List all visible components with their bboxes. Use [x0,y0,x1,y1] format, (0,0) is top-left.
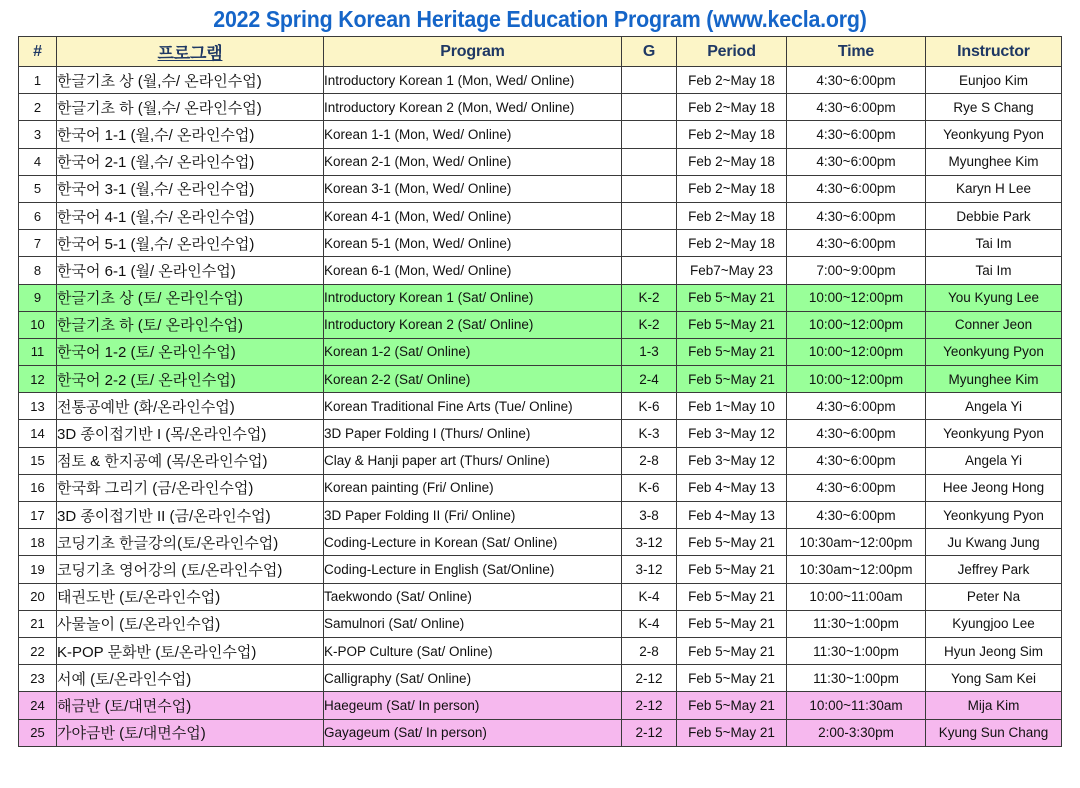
cell-instructor: Yeonkyung Pyon [926,338,1062,365]
cell-program-english: Haegeum (Sat/ In person) [324,692,622,719]
cell-program-korean: 태권도반 (토/온라인수업) [57,583,324,610]
cell-instructor: Mija Kim [926,692,1062,719]
table-row [19,338,1062,365]
cell-time: 11:30~1:00pm [787,637,926,664]
table-row [19,94,1062,121]
cell-program-korean: 한국어 3-1 (월,수/ 온라인수업) [57,175,324,202]
cell-number: 24 [19,692,57,719]
cell-instructor: Yeonkyung Pyon [926,420,1062,447]
cell-instructor: Hee Jeong Hong [926,474,1062,501]
cell-number: 7 [19,230,57,257]
cell-number: 1 [19,67,57,94]
table-row [19,175,1062,202]
cell-time: 4:30~6:00pm [787,447,926,474]
cell-number: 21 [19,610,57,637]
cell-time: 4:30~6:00pm [787,502,926,529]
cell-program-english: Introductory Korean 2 (Mon, Wed/ Online) [324,94,622,121]
cell-period: Feb 5~May 21 [677,338,787,365]
cell-period: Feb 2~May 18 [677,121,787,148]
cell-grade: 2-8 [622,637,677,664]
cell-time: 11:30~1:00pm [787,665,926,692]
cell-program-korean: 한글기초 상 (토/ 온라인수업) [57,284,324,311]
cell-period: Feb 5~May 21 [677,610,787,637]
table-row [19,610,1062,637]
cell-instructor: Conner Jeon [926,311,1062,338]
cell-program-korean: 한국어 5-1 (월,수/ 온라인수업) [57,230,324,257]
cell-grade: K-4 [622,583,677,610]
cell-period: Feb 5~May 21 [677,583,787,610]
cell-period: Feb 5~May 21 [677,637,787,664]
cell-program-english: Korean 3-1 (Mon, Wed/ Online) [324,175,622,202]
cell-number: 16 [19,474,57,501]
cell-grade: K-2 [622,284,677,311]
cell-instructor: Jeffrey Park [926,556,1062,583]
cell-instructor: Debbie Park [926,202,1062,229]
table-row [19,284,1062,311]
table-row [19,665,1062,692]
cell-period: Feb 2~May 18 [677,230,787,257]
cell-program-korean: 한글기초 상 (월,수/ 온라인수업) [57,67,324,94]
cell-program-english: Gayageum (Sat/ In person) [324,719,622,746]
cell-program-korean: 코딩기초 영어강의 (토/온라인수업) [57,556,324,583]
cell-grade: 2-12 [622,719,677,746]
cell-number: 4 [19,148,57,175]
cell-grade: 3-12 [622,556,677,583]
cell-number: 3 [19,121,57,148]
cell-program-korean: 3D 종이접기반 II (금/온라인수업) [57,502,324,529]
cell-program-korean: 코딩기초 한글강의(토/온라인수업) [57,529,324,556]
cell-grade: 1-3 [622,338,677,365]
cell-period: Feb 2~May 18 [677,202,787,229]
cell-instructor: Kyung Sun Chang [926,719,1062,746]
cell-number: 13 [19,393,57,420]
cell-number: 18 [19,529,57,556]
cell-period: Feb 5~May 21 [677,529,787,556]
column-header-grade: G [622,37,677,67]
cell-program-korean: 한글기초 하 (토/ 온라인수업) [57,311,324,338]
cell-time: 11:30~1:00pm [787,610,926,637]
cell-program-korean: 한글기초 하 (월,수/ 온라인수업) [57,94,324,121]
cell-period: Feb 5~May 21 [677,366,787,393]
cell-program-korean: 한국어 1-1 (월,수/ 온라인수업) [57,121,324,148]
cell-instructor: Peter Na [926,583,1062,610]
cell-number: 20 [19,583,57,610]
cell-program-english: Korean Traditional Fine Arts (Tue/ Online) [324,393,622,420]
cell-period: Feb 2~May 18 [677,175,787,202]
column-header-period: Period [677,37,787,67]
cell-time: 10:30am~12:00pm [787,529,926,556]
cell-period: Feb 2~May 18 [677,67,787,94]
cell-grade: 2-12 [622,692,677,719]
cell-period: Feb 4~May 13 [677,502,787,529]
cell-program-english: K-POP Culture (Sat/ Online) [324,637,622,664]
cell-time: 4:30~6:00pm [787,148,926,175]
cell-program-english: 3D Paper Folding I (Thurs/ Online) [324,420,622,447]
cell-program-korean: 한국어 6-1 (월/ 온라인수업) [57,257,324,284]
column-header-program-korean: 프로그램 [57,37,324,67]
cell-program-english: Introductory Korean 1 (Sat/ Online) [324,284,622,311]
cell-program-english: Korean 2-2 (Sat/ Online) [324,366,622,393]
table-row [19,366,1062,393]
cell-program-english: Korean 6-1 (Mon, Wed/ Online) [324,257,622,284]
cell-program-english: 3D Paper Folding II (Fri/ Online) [324,502,622,529]
page-title: 2022 Spring Korean Heritage Education Program (www.kecla.org) [213,6,867,32]
table-row [19,420,1062,447]
cell-number: 25 [19,719,57,746]
cell-grade [622,175,677,202]
cell-number: 5 [19,175,57,202]
cell-number: 2 [19,94,57,121]
cell-period: Feb 3~May 12 [677,447,787,474]
cell-instructor: Angela Yi [926,393,1062,420]
cell-instructor: Tai Im [926,230,1062,257]
cell-time: 7:00~9:00pm [787,257,926,284]
cell-period: Feb7~May 23 [677,257,787,284]
cell-program-korean: 한국어 2-2 (토/ 온라인수업) [57,366,324,393]
cell-time: 10:00~12:00pm [787,366,926,393]
cell-time: 4:30~6:00pm [787,202,926,229]
cell-instructor: Tai Im [926,257,1062,284]
cell-number: 22 [19,637,57,664]
table-row [19,719,1062,746]
cell-period: Feb 2~May 18 [677,94,787,121]
cell-time: 10:00~12:00pm [787,338,926,365]
cell-time: 4:30~6:00pm [787,67,926,94]
cell-time: 4:30~6:00pm [787,474,926,501]
cell-grade [622,67,677,94]
cell-number: 15 [19,447,57,474]
cell-program-english: Calligraphy (Sat/ Online) [324,665,622,692]
table-row [19,556,1062,583]
cell-number: 8 [19,257,57,284]
cell-time: 4:30~6:00pm [787,121,926,148]
table-row [19,311,1062,338]
cell-grade: K-6 [622,474,677,501]
cell-number: 19 [19,556,57,583]
cell-grade [622,230,677,257]
cell-program-english: Introductory Korean 1 (Mon, Wed/ Online) [324,67,622,94]
cell-program-english: Taekwondo (Sat/ Online) [324,583,622,610]
cell-program-english: Korean 5-1 (Mon, Wed/ Online) [324,230,622,257]
cell-program-english: Korean 1-2 (Sat/ Online) [324,338,622,365]
cell-grade [622,94,677,121]
cell-number: 6 [19,202,57,229]
cell-program-korean: 한국어 2-1 (월,수/ 온라인수업) [57,148,324,175]
cell-period: Feb 4~May 13 [677,474,787,501]
cell-grade: 2-4 [622,366,677,393]
table-row [19,230,1062,257]
cell-instructor: You Kyung Lee [926,284,1062,311]
cell-period: Feb 5~May 21 [677,311,787,338]
column-header-instructor: Instructor [926,37,1062,67]
table-row [19,637,1062,664]
table-row [19,583,1062,610]
cell-grade [622,121,677,148]
schedule-table-container [18,36,1061,747]
cell-grade [622,202,677,229]
cell-grade: K-2 [622,311,677,338]
cell-number: 12 [19,366,57,393]
cell-program-korean: 전통공예반 (화/온라인수업) [57,393,324,420]
cell-grade [622,148,677,175]
cell-grade: 3-8 [622,502,677,529]
cell-program-korean: 한국화 그리기 (금/온라인수업) [57,474,324,501]
cell-time: 10:00~11:00am [787,583,926,610]
cell-instructor: Yong Sam Kei [926,665,1062,692]
cell-program-english: Clay & Hanji paper art (Thurs/ Online) [324,447,622,474]
cell-instructor: Myunghee Kim [926,148,1062,175]
table-row [19,502,1062,529]
table-row [19,529,1062,556]
cell-period: Feb 5~May 21 [677,719,787,746]
cell-instructor: Karyn H Lee [926,175,1062,202]
cell-time: 10:00~11:30am [787,692,926,719]
cell-program-korean: K-POP 문화반 (토/온라인수업) [57,637,324,664]
cell-time: 2:00-3:30pm [787,719,926,746]
cell-instructor: Myunghee Kim [926,366,1062,393]
table-row [19,148,1062,175]
table-header [19,37,1062,67]
cell-grade: K-6 [622,393,677,420]
cell-instructor: Angela Yi [926,447,1062,474]
cell-program-korean: 사물놀이 (토/온라인수업) [57,610,324,637]
table-row [19,202,1062,229]
cell-program-korean: 가야금반 (토/대면수업) [57,719,324,746]
cell-instructor: Yeonkyung Pyon [926,502,1062,529]
cell-program-english: Coding-Lecture in Korean (Sat/ Online) [324,529,622,556]
table-body [19,67,1062,747]
cell-time: 10:30am~12:00pm [787,556,926,583]
cell-instructor: Kyungjoo Lee [926,610,1062,637]
cell-time: 10:00~12:00pm [787,311,926,338]
table-row [19,692,1062,719]
cell-grade: K-4 [622,610,677,637]
cell-program-english: Korean painting (Fri/ Online) [324,474,622,501]
cell-number: 11 [19,338,57,365]
cell-program-korean: 해금반 (토/대면수업) [57,692,324,719]
cell-program-korean: 3D 종이접기반 I (목/온라인수업) [57,420,324,447]
cell-instructor: Yeonkyung Pyon [926,121,1062,148]
cell-period: Feb 5~May 21 [677,284,787,311]
cell-program-english: Korean 4-1 (Mon, Wed/ Online) [324,202,622,229]
cell-program-english: Introductory Korean 2 (Sat/ Online) [324,311,622,338]
cell-grade: K-3 [622,420,677,447]
cell-instructor: Rye S Chang [926,94,1062,121]
column-header-number: # [19,37,57,67]
cell-instructor: Ju Kwang Jung [926,529,1062,556]
table-row [19,447,1062,474]
cell-number: 10 [19,311,57,338]
cell-program-korean: 한국어 4-1 (월,수/ 온라인수업) [57,202,324,229]
cell-number: 17 [19,502,57,529]
cell-time: 4:30~6:00pm [787,420,926,447]
cell-program-korean: 한국어 1-2 (토/ 온라인수업) [57,338,324,365]
cell-time: 4:30~6:00pm [787,175,926,202]
cell-time: 4:30~6:00pm [787,94,926,121]
cell-program-english: Coding-Lecture in English (Sat/Online) [324,556,622,583]
cell-program-korean: 점토 & 한지공예 (목/온라인수업) [57,447,324,474]
table-row [19,67,1062,94]
cell-number: 9 [19,284,57,311]
cell-period: Feb 1~May 10 [677,393,787,420]
cell-number: 23 [19,665,57,692]
cell-period: Feb 5~May 21 [677,692,787,719]
schedule-table [18,36,1062,747]
cell-time: 10:00~12:00pm [787,284,926,311]
cell-grade: 3-12 [622,529,677,556]
cell-instructor: Hyun Jeong Sim [926,637,1062,664]
cell-instructor: Eunjoo Kim [926,67,1062,94]
cell-grade: 2-8 [622,447,677,474]
cell-time: 4:30~6:00pm [787,393,926,420]
cell-program-english: Samulnori (Sat/ Online) [324,610,622,637]
cell-period: Feb 2~May 18 [677,148,787,175]
table-row [19,121,1062,148]
cell-program-korean: 서예 (토/온라인수업) [57,665,324,692]
cell-grade [622,257,677,284]
table-row [19,393,1062,420]
cell-number: 14 [19,420,57,447]
column-header-time: Time [787,37,926,67]
cell-period: Feb 5~May 21 [677,556,787,583]
cell-program-english: Korean 2-1 (Mon, Wed/ Online) [324,148,622,175]
column-header-program-english: Program [324,37,622,67]
cell-time: 4:30~6:00pm [787,230,926,257]
cell-period: Feb 3~May 12 [677,420,787,447]
table-header-row [19,37,1062,67]
table-row [19,474,1062,501]
cell-grade: 2-12 [622,665,677,692]
cell-program-english: Korean 1-1 (Mon, Wed/ Online) [324,121,622,148]
table-row [19,257,1062,284]
cell-period: Feb 5~May 21 [677,665,787,692]
